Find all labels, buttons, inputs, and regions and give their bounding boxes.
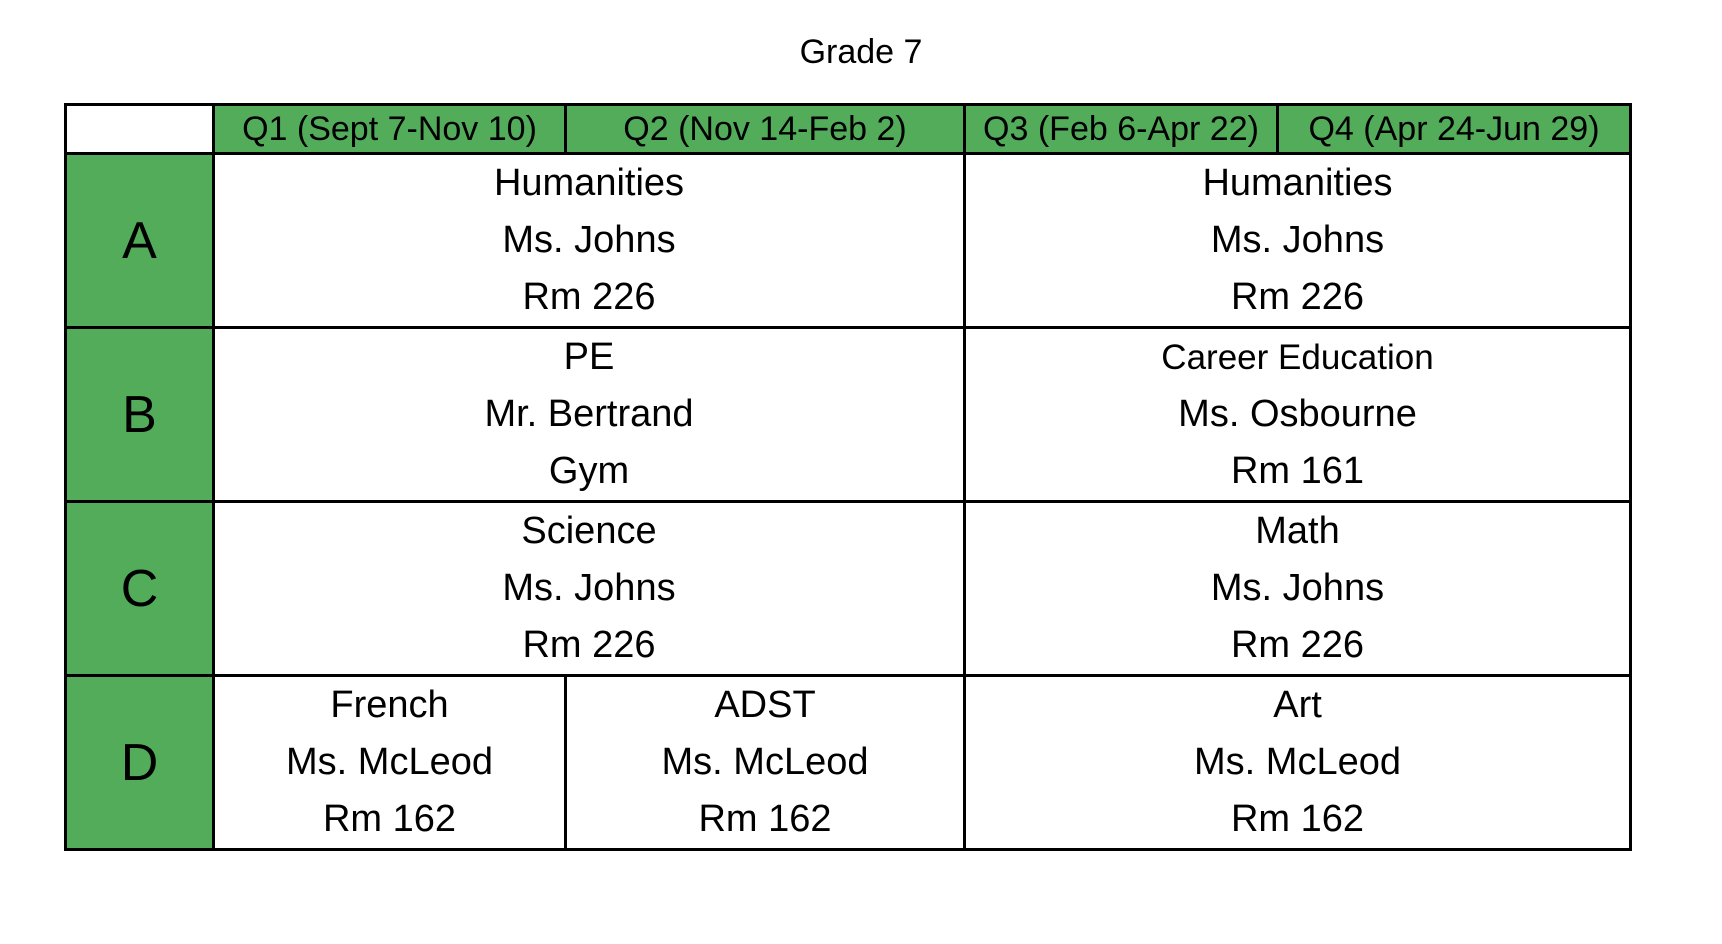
course-name: Math	[1255, 510, 1340, 552]
quarter-header-q2: Q2 (Nov 14-Feb 2)	[566, 105, 965, 154]
block-label-b: B	[66, 328, 214, 502]
room-name: Rm 226	[1230, 276, 1365, 318]
teacher-name: Ms. McLeod	[1194, 741, 1401, 783]
teacher-name: Ms. Johns	[1210, 567, 1385, 609]
teacher-name: Ms. Johns	[502, 567, 676, 609]
teacher-name: Ms. McLeod	[661, 741, 869, 783]
class-cell-d-q2	[566, 676, 965, 850]
course-name: PE	[563, 336, 615, 378]
quarter-header-q3: Q3 (Feb 6-Apr 22)	[965, 105, 1278, 154]
block-label-c: C	[66, 502, 214, 676]
room-name: Rm 226	[522, 276, 656, 318]
teacher-name: Mr. Bertrand	[484, 393, 694, 435]
class-cell-b-sem2	[965, 328, 1631, 502]
teacher-name: Ms. Johns	[502, 219, 676, 261]
class-cell-a-sem2	[965, 154, 1631, 328]
course-name: Science	[521, 510, 657, 552]
course-name: Career Education	[1161, 338, 1434, 377]
course-name: French	[330, 684, 449, 726]
page-title: Grade 7	[799, 33, 923, 71]
block-row-c	[66, 502, 1631, 676]
room-name: Rm 226	[522, 624, 656, 666]
block-label-a: A	[66, 154, 214, 328]
course-name: ADST	[714, 684, 816, 726]
block-row-a	[66, 154, 1631, 328]
class-cell-c-sem2	[965, 502, 1631, 676]
header-row	[66, 105, 1631, 154]
class-cell-d-q1	[214, 676, 566, 850]
teacher-name: Ms. Osbourne	[1178, 393, 1417, 435]
room-name: Rm 226	[1230, 624, 1365, 666]
teacher-name: Ms. Johns	[1210, 219, 1385, 261]
course-name: Art	[1273, 684, 1322, 726]
room-name: Gym	[548, 450, 630, 492]
class-cell-a-sem1	[214, 154, 965, 328]
room-name: Rm 162	[1230, 798, 1365, 840]
room-name: Rm 161	[1230, 450, 1365, 492]
quarter-header-q1: Q1 (Sept 7-Nov 10)	[214, 105, 566, 154]
corner-cell	[66, 105, 214, 154]
block-row-b	[66, 328, 1631, 502]
class-cell-b-sem1	[214, 328, 965, 502]
schedule-table	[64, 103, 1632, 851]
class-cell-d-sem2	[965, 676, 1631, 850]
course-name: Humanities	[1202, 162, 1393, 204]
room-name: Rm 162	[322, 798, 457, 840]
block-row-d	[66, 676, 1631, 850]
course-name: Humanities	[493, 162, 685, 204]
block-label-d: D	[66, 676, 214, 850]
quarter-header-q4: Q4 (Apr 24-Jun 29)	[1278, 105, 1631, 154]
class-cell-c-sem1	[214, 502, 965, 676]
teacher-name: Ms. McLeod	[286, 741, 493, 783]
room-name: Rm 162	[698, 798, 832, 840]
